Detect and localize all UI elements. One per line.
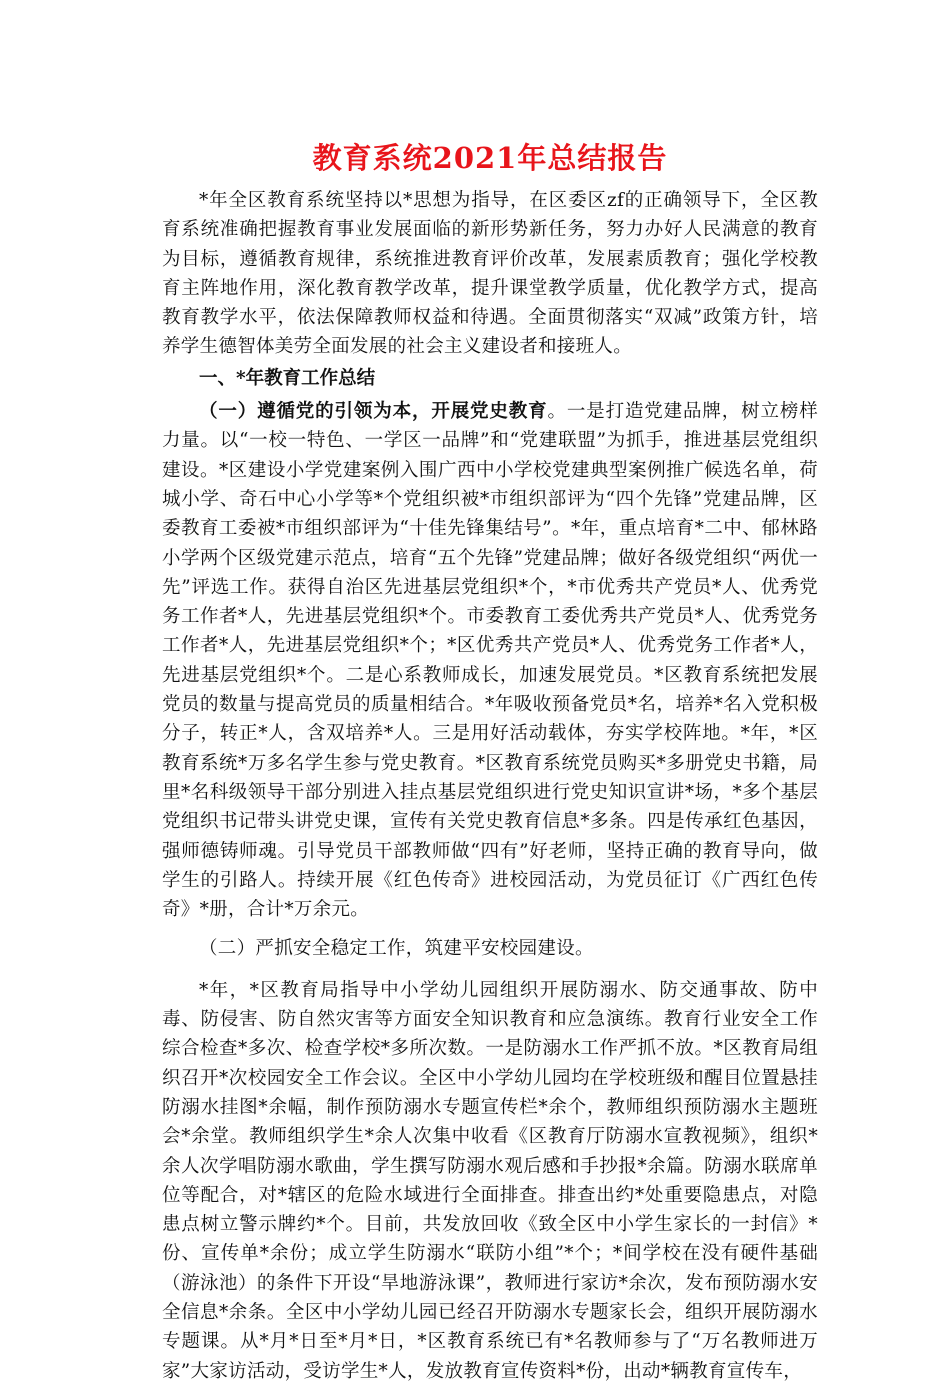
- subsection-1-lead: （一）遵循党的引领为本，开展党史教育: [199, 401, 548, 423]
- intro-paragraph: *年全区教育系统坚持以*思想为指导，在区委区zf的正确领导下，全区教育系统准确把握教育事业发展面临的新形势新任务，努力办好人民满意的教育为目标，遵循教育规律，系统推进教育评价改革，发展素质教育；强化学校教育主阵地作用，深化教育教学改革，提升课堂教学质量，优化教学方式，提高教育教学水平，依法保障教师权益和待遇。全面贯彻落实“双减”政策方针，培养学生德智体美劳全面发展的社会主义建设者和接班人。: [162, 190, 818, 358]
- subsection-1-body: 。一是打造党建品牌，树立榜样力量。以“一校一特色、一学区一品牌”和“党建联盟”为抓手，推进基层党组织建设。*区建设小学党建案例入围广西中小学校党建典型案例推广候选名单，荷城小学、奇石中心小学等*个党组织被*市组织部评为“四个先锋”党建品牌，区委教育工委被*市组织部评为“十佳先锋集结号”。*年，重点培育*二中、郁林路小学两个区级党建示范点，培育“五个先锋”党建品牌；做好各级党组织“两优一先”评选工作。获得自治区先进基层党组织*个，*市优秀共产党员*人、优秀党务工作者*人，先进基层党组织*个。市委教育工委优秀共产党员*人、优秀党务工作者*人，先进基层党组织*个；*区优秀共产党员*人、优秀党务工作者*人，先进基层党组织*个。二是心系教师成长，加速发展党员。*区教育系统把发展党员的数量与提高党员的质量相结合。*年吸收预备党员*名，培养*名入党积极分子，转正*人，含双培养*人。三是用好活动载体，夯实学校阵地。*年，*区教育系统*万多名学生参与党史教育。*区教育系统党员购买*多册党史书籍，局里*名科级领导干部分别进入挂点基层党组织进行党史知识宣讲*场，*多个基层党组织书记带头讲党史课，宣传有关党史教育信息*多条。四是传承红色基因，强师德铸师魂。引导党员干部教师做“四有”好老师，坚持正确的教育导向，做学生的引路人。持续开展《红色传奇》进校园活动，为党员征订《广西红色传奇》*册，合计*万余元。: [162, 401, 818, 921]
- subsection-2-paragraph: *年，*区教育局指导中小学幼儿园组织开展防溺水、防交通事故、防中毒、防侵害、防自然灾害等方面安全知识教育和应急演练。教育行业安全工作综合检查*多次、检查学校*多所次数。一是防溺水工作严抓不放。*区教育局组织召开*次校园安全工作会议。全区中小学幼儿园均在学校班级和醒目位置悬挂防溺水挂图*余幅，制作预防溺水专题宣传栏*余个，教师组织预防溺水主题班会*余堂。教师组织学生*余人次集中收看《区教育厅防溺水宣教视频》，组织*余人次学唱防溺水歌曲，学生撰写防溺水观后感和手抄报*余篇。防溺水联席单位等配合，对*辖区的危险水域进行全面排查。排查出约*处重要隐患点，对隐患点树立警示牌约*个。目前，共发放回收《致全区中小学生家长的一封信》*份、宣传单*余份；成立学生防溺水“联防小组”*个；*间学校在没有硬件基础（游泳池）的条件下开设“旱地游泳课”，教师进行家访*余次，发布预防溺水安全信息*余条。全区中小学幼儿园已经召开防溺水专题家长会，组织开展防溺水专题课。从*月*日至*月*日，*区教育系统已有*名教师参与了“万名教师进万家”大家访活动，受访学生*人，发放教育宣传资料*份，出动*辆教育宣传车，: [162, 979, 818, 1382]
- section-heading-1: 一、*年教育工作总结: [199, 367, 376, 389]
- document-page: [162, 138, 818, 1386]
- document-title: 教育系统2021年总结报告: [312, 141, 668, 175]
- subsection-1-paragraph: [162, 397, 818, 924]
- subsection-2-heading: （二）严抓安全稳定工作，筑建平安校园建设。: [199, 938, 594, 960]
